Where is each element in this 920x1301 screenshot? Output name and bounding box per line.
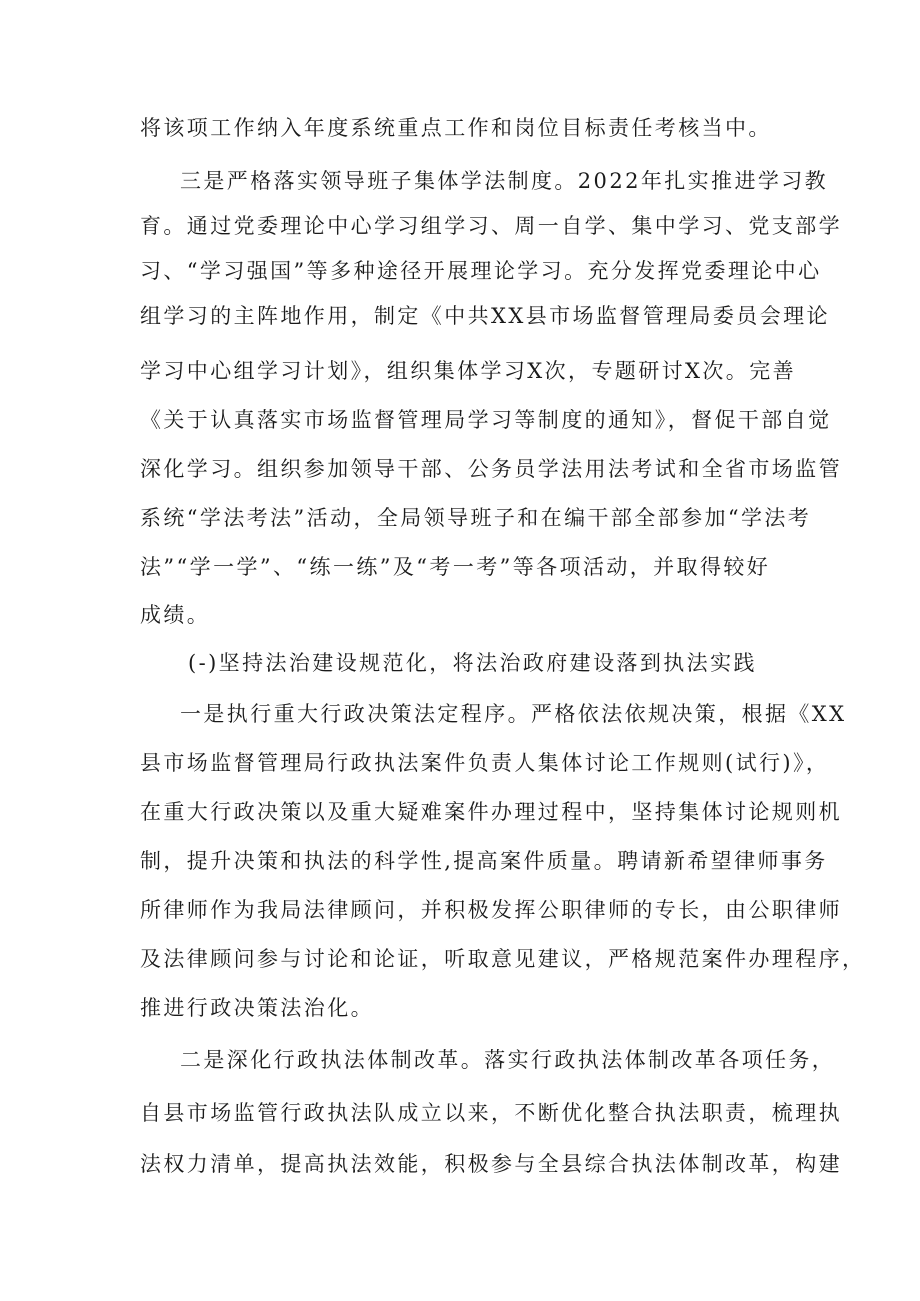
text-line: 将该项工作纳入年度系统重点工作和岗位目标责任考核当中。 xyxy=(140,116,772,140)
text-line: 组学习的主阵地作用，制定《中共XX县市场监督管理局委员会理论 xyxy=(140,304,830,328)
text-line: 习、“学习强国”等多种途径开展理论学习。充分发挥党委理论中心 xyxy=(140,259,822,283)
section-heading-text: (-)坚持法治建设规范化，将法治政府建设落到执法实践 xyxy=(188,651,757,675)
text-line: 系统“学法考法”活动，全局领导班子和在编干部全部参加“学法考 xyxy=(140,506,812,530)
text-line: 县市场监督管理局行政执法案件负责人集体讨论工作规则(试行)》， xyxy=(140,751,830,775)
text-line: 《关于认真落实市场监督管理局学习等制度的通知》，督促干部自觉 xyxy=(140,408,832,432)
text-line: 深化学习。组织参加领导干部、公务员学法用法考试和全省市场监管 xyxy=(140,457,842,481)
text-line: 及法律顾问参与讨论和论证，听取意见建议，严格规范案件办理程序， xyxy=(140,947,866,971)
text-line: 在重大行政决策以及重大疑难案件办理过程中，坚持集体讨论规则机 xyxy=(140,800,842,824)
text-line: 所律师作为我局法律顾问，并积极发挥公职律师的专长，由公职律师 xyxy=(140,898,842,922)
text-line: 三是严格落实领导班子集体学法制度。2022年扎实推进学习教 xyxy=(180,169,829,193)
text-line: 法”“学一学”、“练一练”及“考一考”等各项活动，并取得较好 xyxy=(140,555,771,579)
text-line: 制，提升决策和执法的科学性,提高案件质量。聘请新希望律师事务 xyxy=(140,849,828,873)
text-line: 育。通过党委理论中心学习组学习、周一自学、集中学习、党支部学 xyxy=(140,214,842,238)
text-line: 成绩。 xyxy=(140,603,211,627)
text-line: 推进行政决策法治化。 xyxy=(140,996,374,1020)
text-line: 学习中心组学习计划》，组织集体学习X次，专题研讨X次。完善 xyxy=(140,359,796,383)
text-line: 一是执行重大行政决策法定程序。严格依法依规决策，根据《XX xyxy=(180,702,847,726)
text-line: 二是深化行政执法体制改革。落实行政执法体制改革各项任务， xyxy=(180,1048,836,1072)
text-line: 自县市场监管行政执法队成立以来，不断优化整合执法职责，梳理执 xyxy=(140,1101,842,1125)
text-line: 法权力清单，提高执法效能，积极参与全县综合执法体制改革，构建 xyxy=(140,1152,842,1176)
